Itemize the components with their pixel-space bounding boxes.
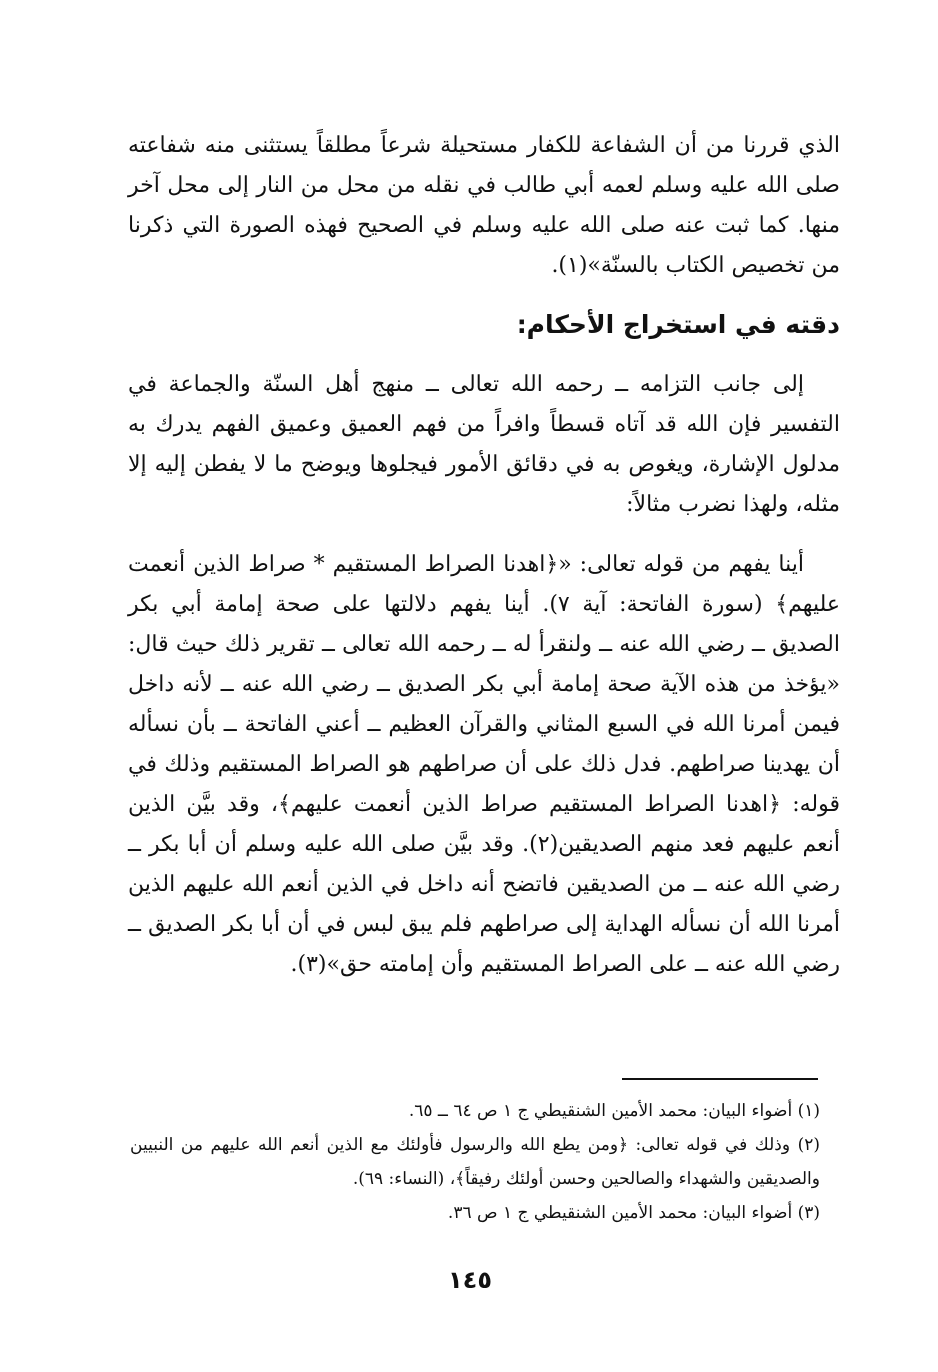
footnote-divider — [622, 1078, 818, 1080]
footnotes — [130, 1094, 820, 1230]
section-heading: دقته في استخراج الأحكام: — [516, 310, 840, 339]
paragraph-1: الذي قررنا من أن الشفاعة للكفار مستحيلة شرعاً مطلقاً يستثنى منه شفاعته صلى الله عليه وسلم لعمه أبي طالب في نقله من محل من النار إلى محل آخر منها. كما ثبت عنه صلى الله عليه وسلم في الصحيح فهذه الصورة التي ذكرنا من تخصيص الكتاب بالسنّة»(١). — [128, 133, 840, 278]
paragraph-3: أينا يفهم من قوله تعالى: «﴿اهدنا الصراط المستقيم * صراط الذين أنعمت عليهم﴾ (سورة الفاتحة: آية ٧). أينا يفهم دلالتها على صحة إمامة أبي بكر الصديق ــ رضي الله عنه ــ ولنقرأ له ــ رحمه الله تعالى ــ تقرير ذلك حيث قال: «يؤخذ من هذه الآية صحة إمامة أبي بكر الصديق ــ رضي الله عنه ــ لأنه داخل فيمن أمرنا الله في السبع المثاني والقرآن العظيم ــ أعني الفاتحة ــ بأن نسأله أن يهدينا صراطهم. فدل ذلك على أن صراطهم هو الصراط المستقيم وذلك في قوله: ﴿اهدنا الصراط المستقيم صراط الذين أنعمت عليهم﴾، وقد بيَّن الذين أنعم عليهم فعد منهم الصديقين(٢). وقد بيَّن صلى الله عليه وسلم أن أبا بكر ــ رضي الله عنه ــ من الصديقين فاتضح أنه داخل في الذين أنعم الله عليهم الذين أمرنا الله أن نسأله الهداية إلى صراطهم فلم يبق لبس في أن أبا بكر الصديق ــ رضي الله عنه ــ على الصراط المستقيم وأن إمامته حق»(٣). — [128, 552, 840, 977]
footnote-2: (٢) وذلك في قوله تعالى: ﴿ومن يطع الله والرسول فأولئك مع الذين أنعم الله عليهم من النبيين والصديقين والشهداء والصالحين وحسن أولئك رفيقاً﴾، (النساء: ٦٩). — [130, 1135, 820, 1189]
paragraph-2: إلى جانب التزامه ــ رحمه الله تعالى ــ منهج أهل السنّة والجماعة في التفسير فإن الله قد آتاه قسطاً وافراً من فهم العميق وعميق الفهم يدرك به مدلول الإشارة، ويغوص به في دقائق الأمور فيجلوها ويوضح ما لا يفطن إليه إلا مثله، ولهذا نضرب مثالاً: — [128, 372, 840, 517]
page-number: ١٤٥ — [448, 1266, 492, 1294]
footnote-1: (١) أضواء البيان: محمد الأمين الشنقيطي ج ١ ص ٦٤ ــ ٦٥. — [408, 1101, 820, 1121]
footnote-3: (٣) أضواء البيان: محمد الأمين الشنقيطي ج ١ ص ٣٦. — [447, 1203, 820, 1223]
